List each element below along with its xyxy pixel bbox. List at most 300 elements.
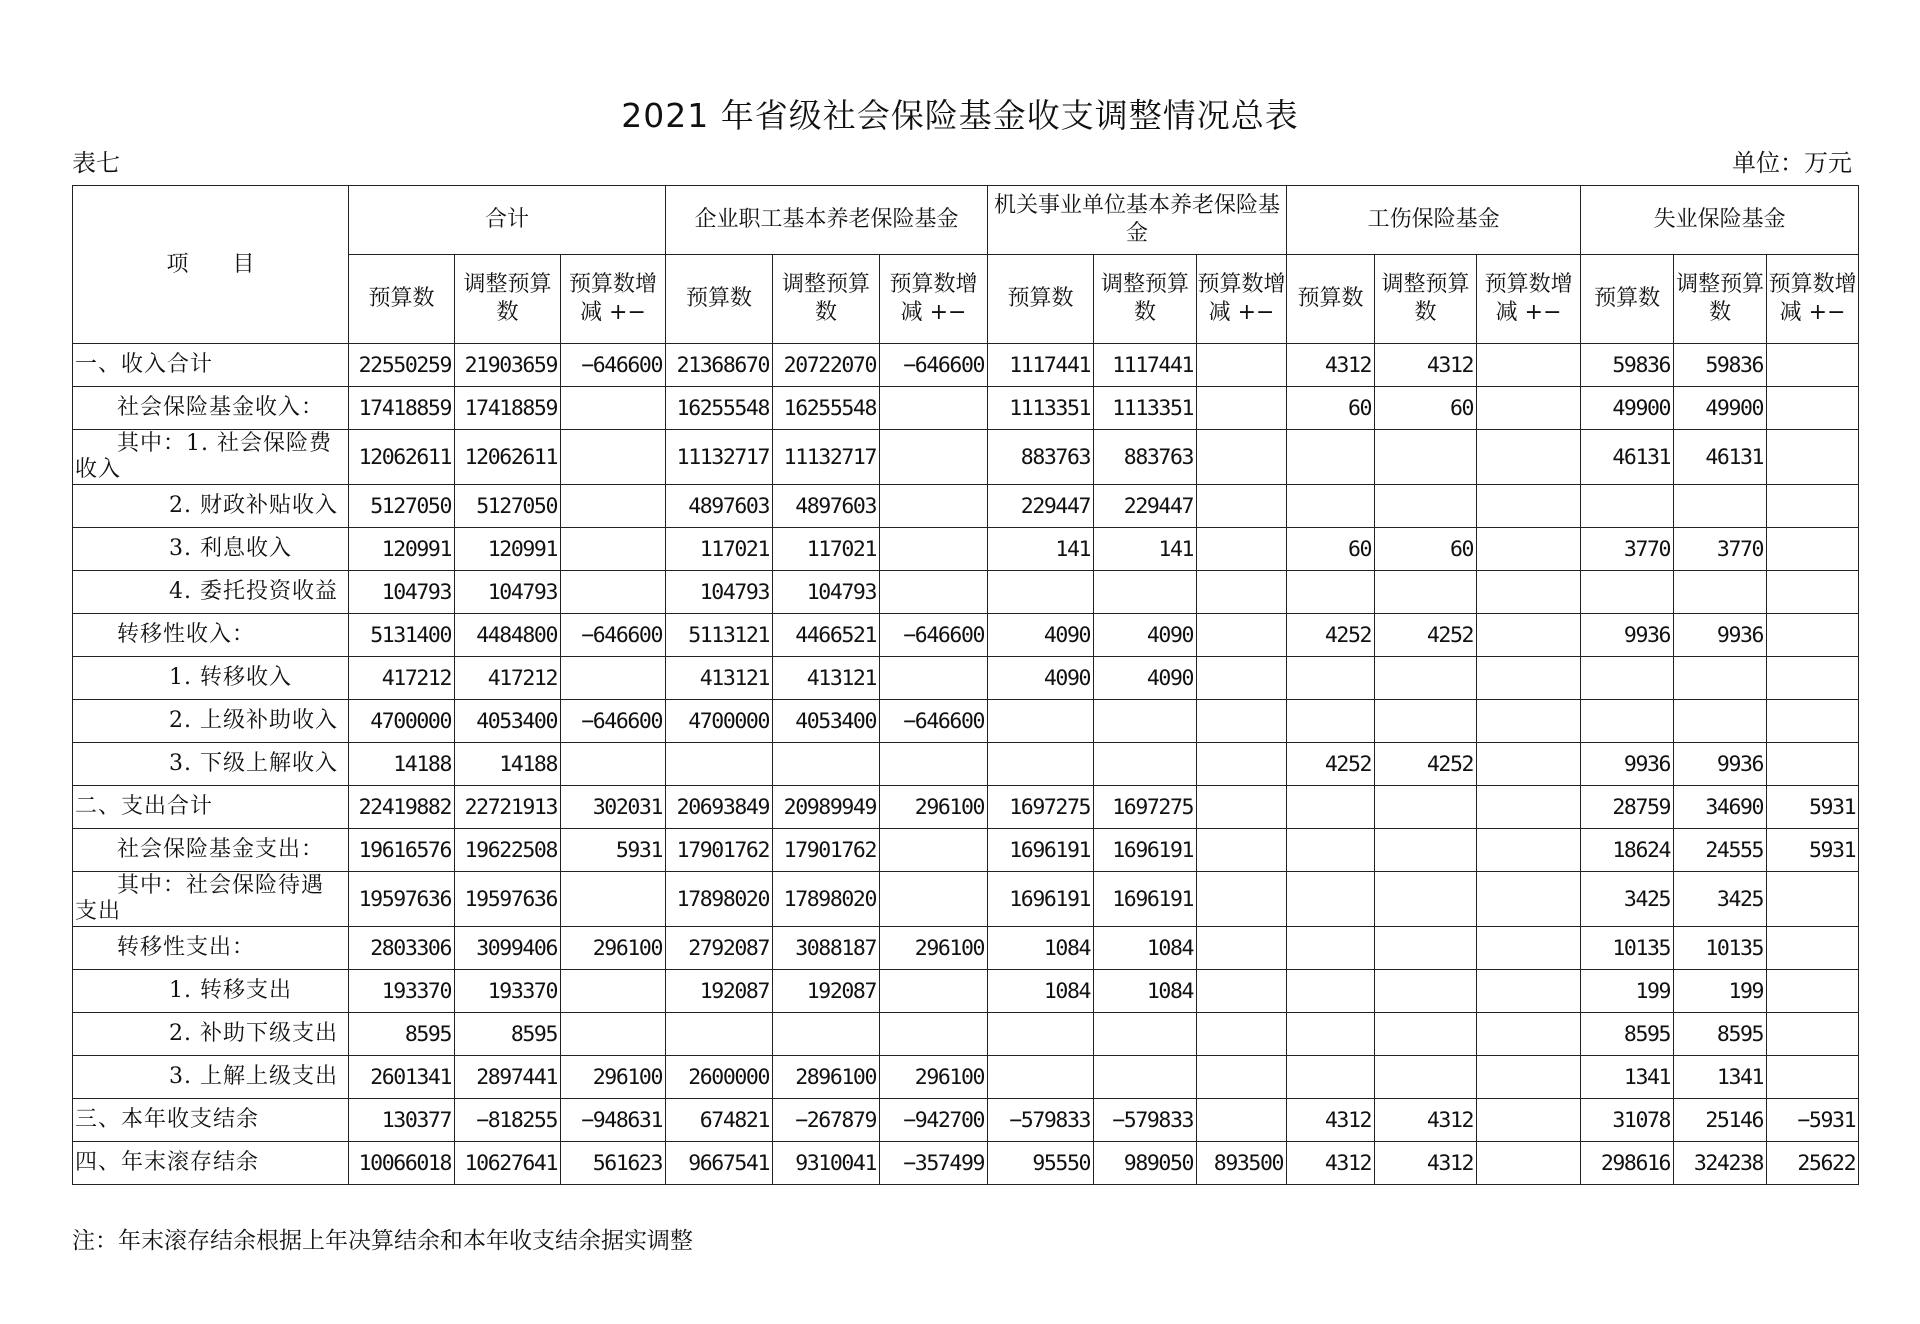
sub-header-budget: 预算数 [349,255,455,344]
value-cell [1767,614,1859,657]
value-cell [561,743,666,786]
value-cell [1375,700,1477,743]
value-cell [1767,1056,1859,1099]
value-cell: 8595 [1674,1013,1767,1056]
value-cell: 5113121 [666,614,773,657]
sub-header-adjusted-budget: 调整预算数 [1674,255,1767,344]
value-cell [1767,700,1859,743]
value-cell [1375,1013,1477,1056]
value-cell: 10066018 [349,1142,455,1185]
value-cell: 141 [988,528,1094,571]
value-cell: 1341 [1674,1056,1767,1099]
value-cell [880,571,988,614]
value-cell: 199 [1674,970,1767,1013]
item-header: 项 目 [73,186,349,344]
table-row [73,387,1859,430]
value-cell [988,571,1094,614]
value-cell: 34690 [1674,786,1767,829]
value-cell [1375,829,1477,872]
value-cell: 1084 [988,970,1094,1013]
value-cell [1094,1013,1197,1056]
sub-header-change: 预算数增减 +− [1767,255,1859,344]
value-cell [880,430,988,485]
value-cell: 20693849 [666,786,773,829]
value-cell: 25146 [1674,1099,1767,1142]
value-cell: 24555 [1674,829,1767,872]
value-cell [1375,485,1477,528]
table-row [73,700,1859,743]
value-cell [1287,1056,1375,1099]
value-cell [1477,829,1581,872]
sub-header-adjusted-budget: 调整预算数 [773,255,880,344]
value-cell: 11132717 [666,430,773,485]
value-cell: 22721913 [455,786,561,829]
value-cell: 18624 [1581,829,1674,872]
value-cell: −357499 [880,1142,988,1185]
value-cell: 2601341 [349,1056,455,1099]
value-cell: 19622508 [455,829,561,872]
table-row [73,1142,1859,1185]
row-label: 转移性收入： [73,614,349,657]
value-cell [1197,614,1287,657]
value-cell [561,485,666,528]
value-cell: −646600 [880,700,988,743]
value-cell [1287,829,1375,872]
value-cell [1287,571,1375,614]
value-cell: 21903659 [455,344,561,387]
value-cell: 16255548 [773,387,880,430]
value-cell [1197,1099,1287,1142]
value-cell: 46131 [1581,430,1674,485]
value-cell: −942700 [880,1099,988,1142]
table-row [73,872,1859,927]
value-cell [1375,927,1477,970]
row-label: 1. 转移支出 [73,970,349,1013]
sub-header-change: 预算数增减 +− [561,255,666,344]
value-cell [1477,528,1581,571]
sub-header-change: 预算数增减 +− [1477,255,1581,344]
value-cell: 19597636 [455,872,561,927]
sub-header-change: 预算数增减 +− [880,255,988,344]
value-cell [1477,657,1581,700]
value-cell: 60 [1287,387,1375,430]
value-cell [1477,344,1581,387]
value-cell [1094,743,1197,786]
value-cell: 3770 [1674,528,1767,571]
table-row [73,927,1859,970]
value-cell: 14188 [455,743,561,786]
value-cell: 561623 [561,1142,666,1185]
value-cell [988,743,1094,786]
value-cell [1094,1056,1197,1099]
value-cell: 192087 [773,970,880,1013]
value-cell: 4053400 [773,700,880,743]
value-cell: 3425 [1581,872,1674,927]
value-cell: 20989949 [773,786,880,829]
value-cell: 59836 [1581,344,1674,387]
value-cell: 21368670 [666,344,773,387]
value-cell [1477,872,1581,927]
row-label: 3. 利息收入 [73,528,349,571]
row-label: 三、本年收支结余 [73,1099,349,1142]
value-cell [988,1013,1094,1056]
value-cell: 10135 [1674,927,1767,970]
value-cell: 17901762 [773,829,880,872]
value-cell [880,485,988,528]
value-cell [880,657,988,700]
value-cell: 22550259 [349,344,455,387]
value-cell: 296100 [561,1056,666,1099]
value-cell: 104793 [773,571,880,614]
sub-header-budget: 预算数 [988,255,1094,344]
value-cell: 4312 [1375,344,1477,387]
value-cell: 1084 [1094,970,1197,1013]
value-cell: 4312 [1287,1099,1375,1142]
sub-header-adjusted-budget: 调整预算数 [1375,255,1477,344]
value-cell: 5931 [561,829,666,872]
value-cell [1197,927,1287,970]
sub-header-budget: 预算数 [1581,255,1674,344]
value-cell [1477,1013,1581,1056]
value-cell [1581,657,1674,700]
table-row [73,571,1859,614]
value-cell [880,528,988,571]
value-cell [561,970,666,1013]
value-cell [988,1056,1094,1099]
value-cell [561,1013,666,1056]
value-cell: −818255 [455,1099,561,1142]
value-cell: 10135 [1581,927,1674,970]
value-cell [1197,970,1287,1013]
value-cell: 296100 [561,927,666,970]
value-cell: −646600 [880,614,988,657]
value-cell [1197,829,1287,872]
value-cell: 296100 [880,1056,988,1099]
value-cell: 3425 [1674,872,1767,927]
table-row [73,528,1859,571]
value-cell [1581,571,1674,614]
value-cell: −948631 [561,1099,666,1142]
table-row [73,430,1859,485]
value-cell: 4252 [1287,743,1375,786]
value-cell: −646600 [561,344,666,387]
value-cell [1477,430,1581,485]
value-cell: 25622 [1767,1142,1859,1185]
value-cell [1197,700,1287,743]
value-cell: 1341 [1581,1056,1674,1099]
value-cell [1767,485,1859,528]
sub-header-budget: 预算数 [666,255,773,344]
value-cell: 14188 [349,743,455,786]
value-cell: 95550 [988,1142,1094,1185]
value-cell [1767,1013,1859,1056]
value-cell [1197,485,1287,528]
value-cell [773,1013,880,1056]
value-cell: 1113351 [1094,387,1197,430]
row-label: 其中：社会保险待遇支出 [73,872,349,927]
value-cell: 192087 [666,970,773,1013]
value-cell [1375,872,1477,927]
value-cell [1674,571,1767,614]
value-cell [1477,927,1581,970]
value-cell: 302031 [561,786,666,829]
table-row [73,614,1859,657]
value-cell [1375,430,1477,485]
unit-label: 单位：万元 [1732,149,1852,177]
value-cell [561,872,666,927]
value-cell [1767,970,1859,1013]
page-title: 2021 年省级社会保险基金收支调整情况总表 [621,96,1299,135]
value-cell [1767,571,1859,614]
value-cell [1197,571,1287,614]
value-cell: 1113351 [988,387,1094,430]
value-cell: 1696191 [1094,872,1197,927]
row-label: 2. 补助下级支出 [73,1013,349,1056]
value-cell: 1117441 [988,344,1094,387]
table-row [73,1013,1859,1056]
value-cell: 49900 [1581,387,1674,430]
value-cell: 104793 [666,571,773,614]
group-header-injury: 工伤保险基金 [1287,186,1581,255]
value-cell: 1084 [1094,927,1197,970]
row-label: 其中：1. 社会保险费收入 [73,430,349,485]
table-row [73,829,1859,872]
value-cell [773,743,880,786]
value-cell [1767,657,1859,700]
footnote: 注：年末滚存结余根据上年决算结余和本年收支结余据实调整 [72,1228,693,1254]
value-cell [1197,344,1287,387]
value-cell [561,430,666,485]
value-cell: 5127050 [349,485,455,528]
value-cell [1674,700,1767,743]
sub-header-adjusted-budget: 调整预算数 [455,255,561,344]
value-cell: 60 [1287,528,1375,571]
value-cell: 4090 [988,657,1094,700]
value-cell [1767,528,1859,571]
value-cell: 12062611 [349,430,455,485]
value-cell [1581,485,1674,528]
value-cell: −579833 [988,1099,1094,1142]
value-cell: 229447 [1094,485,1197,528]
group-header-institution-pension: 机关事业单位基本养老保险基金 [988,186,1287,255]
value-cell [666,1013,773,1056]
group-header-enterprise-pension: 企业职工基本养老保险基金 [666,186,988,255]
row-label: 四、年末滚存结余 [73,1142,349,1185]
value-cell: 4312 [1287,344,1375,387]
table-number: 表七 [72,149,120,177]
value-cell: 8595 [1581,1013,1674,1056]
row-label: 4. 委托投资收益 [73,571,349,614]
value-cell [1287,485,1375,528]
value-cell: 4252 [1375,743,1477,786]
value-cell: 989050 [1094,1142,1197,1185]
value-cell [1197,657,1287,700]
value-cell [666,743,773,786]
value-cell: 8595 [455,1013,561,1056]
value-cell: 9936 [1581,743,1674,786]
value-cell: −646600 [561,700,666,743]
value-cell: 104793 [455,571,561,614]
row-label: 一、收入合计 [73,344,349,387]
value-cell [1767,344,1859,387]
value-cell: 5127050 [455,485,561,528]
value-cell [561,571,666,614]
value-cell: 12062611 [455,430,561,485]
value-cell [1287,700,1375,743]
group-header-unemployment: 失业保险基金 [1581,186,1859,255]
value-cell: 120991 [349,528,455,571]
value-cell [561,387,666,430]
value-cell [561,528,666,571]
value-cell [1197,430,1287,485]
value-cell [1094,571,1197,614]
value-cell: 17898020 [666,872,773,927]
value-cell [1197,1013,1287,1056]
value-cell: 9936 [1674,614,1767,657]
value-cell: 17418859 [349,387,455,430]
value-cell: 22419882 [349,786,455,829]
row-label: 3. 下级上解收入 [73,743,349,786]
value-cell: 417212 [349,657,455,700]
value-cell: 5931 [1767,786,1859,829]
value-cell: 2896100 [773,1056,880,1099]
value-cell: 3088187 [773,927,880,970]
value-cell [1197,743,1287,786]
value-cell [1197,786,1287,829]
table-row [73,970,1859,1013]
value-cell: 4700000 [349,700,455,743]
value-cell: 229447 [988,485,1094,528]
value-cell [1477,700,1581,743]
value-cell: 1697275 [1094,786,1197,829]
sub-header-adjusted-budget: 调整预算数 [1094,255,1197,344]
value-cell: 130377 [349,1099,455,1142]
value-cell [1674,485,1767,528]
value-cell [1477,485,1581,528]
value-cell [1094,700,1197,743]
value-cell [1477,571,1581,614]
value-cell: 4484800 [455,614,561,657]
value-cell [1197,528,1287,571]
value-cell [1477,1142,1581,1185]
value-cell: 2803306 [349,927,455,970]
value-cell: 2792087 [666,927,773,970]
row-label: 转移性支出： [73,927,349,970]
value-cell: 9936 [1674,743,1767,786]
value-cell [988,700,1094,743]
value-cell: 4053400 [455,700,561,743]
value-cell: 28759 [1581,786,1674,829]
value-cell: −267879 [773,1099,880,1142]
value-cell: 1084 [988,927,1094,970]
table-row [73,1056,1859,1099]
table-row [73,743,1859,786]
value-cell [1375,571,1477,614]
value-cell: 883763 [988,430,1094,485]
value-cell [1287,430,1375,485]
value-cell: 883763 [1094,430,1197,485]
value-cell: −646600 [880,344,988,387]
row-label: 2. 财政补贴收入 [73,485,349,528]
value-cell: 417212 [455,657,561,700]
value-cell: 4466521 [773,614,880,657]
value-cell: 46131 [1674,430,1767,485]
value-cell [1767,927,1859,970]
value-cell [1581,700,1674,743]
value-cell: 8595 [349,1013,455,1056]
value-cell [1197,387,1287,430]
value-cell: 5131400 [349,614,455,657]
value-cell: 193370 [349,970,455,1013]
value-cell: −646600 [561,614,666,657]
value-cell: 60 [1375,528,1477,571]
value-cell: 4090 [1094,614,1197,657]
value-cell [1477,786,1581,829]
value-cell [1375,786,1477,829]
value-cell: 3770 [1581,528,1674,571]
value-cell [1287,657,1375,700]
value-cell: 9667541 [666,1142,773,1185]
value-cell: 324238 [1674,1142,1767,1185]
value-cell [880,872,988,927]
sub-header-change: 预算数增减 +− [1197,255,1287,344]
value-cell [1287,970,1375,1013]
value-cell [1197,872,1287,927]
value-cell [1197,1056,1287,1099]
budget-table [72,185,1859,1185]
value-cell: 117021 [666,528,773,571]
value-cell [1287,1013,1375,1056]
value-cell: 19597636 [349,872,455,927]
value-cell: 4090 [1094,657,1197,700]
value-cell: 19616576 [349,829,455,872]
value-cell [561,657,666,700]
value-cell: 11132717 [773,430,880,485]
row-label: 社会保险基金收入： [73,387,349,430]
value-cell: 59836 [1674,344,1767,387]
value-cell: 3099406 [455,927,561,970]
value-cell [880,1013,988,1056]
value-cell [1375,657,1477,700]
row-label: 二、支出合计 [73,786,349,829]
value-cell: 10627641 [455,1142,561,1185]
value-cell [1767,387,1859,430]
value-cell: 4252 [1287,614,1375,657]
value-cell: 193370 [455,970,561,1013]
value-cell: 9936 [1581,614,1674,657]
value-cell: 4700000 [666,700,773,743]
value-cell: 4252 [1375,614,1477,657]
value-cell [1477,1099,1581,1142]
value-cell: 413121 [666,657,773,700]
value-cell: 4312 [1375,1142,1477,1185]
value-cell: 20722070 [773,344,880,387]
value-cell: 199 [1581,970,1674,1013]
table-row [73,344,1859,387]
value-cell: 17898020 [773,872,880,927]
value-cell: 4897603 [666,485,773,528]
value-cell: 5931 [1767,829,1859,872]
value-cell [1477,1056,1581,1099]
value-cell [1674,657,1767,700]
table-row [73,485,1859,528]
value-cell: 120991 [455,528,561,571]
value-cell: 1117441 [1094,344,1197,387]
value-cell: 674821 [666,1099,773,1142]
value-cell [880,743,988,786]
row-label: 2. 上级补助收入 [73,700,349,743]
value-cell: 2897441 [455,1056,561,1099]
